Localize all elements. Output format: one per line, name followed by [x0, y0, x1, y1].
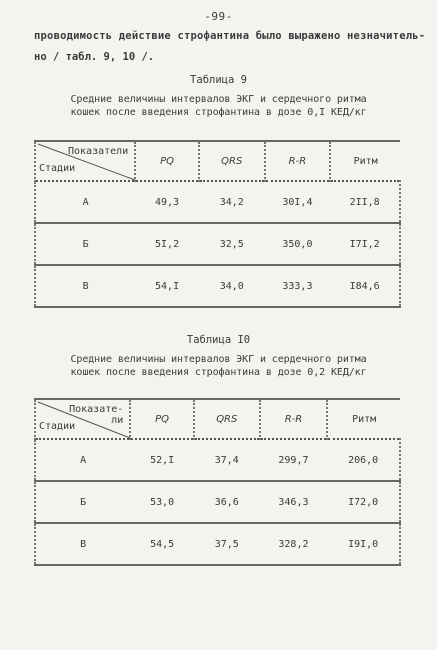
table9-row2-rhythm: I7I,2 [330, 223, 400, 265]
table9-caption: Таблица 9 [190, 74, 247, 86]
table10-subtitle-line1: Средние величины интервалов ЭКГ и сердечного ритма [70, 354, 367, 365]
table-row [35, 439, 400, 481]
table9-row2-qrs: 32,5 [199, 223, 265, 265]
table-row [35, 223, 400, 265]
table9-col-pq: PQ [135, 141, 199, 181]
table9-row1-rr: 30I,4 [265, 181, 331, 223]
table10-row1-rhythm: 206,0 [327, 439, 400, 481]
table10-caption: Таблица I0 [186, 334, 251, 346]
table9-subtitle-line2: кошек после введения строфантина в дозе 0,I КЕД/кг [70, 107, 367, 118]
table9-row1-rhythm: 2II,8 [330, 181, 400, 223]
table10-col-pq: PQ [130, 399, 194, 439]
table10-corner-bottom-label: Стадии [39, 421, 76, 432]
table10-row1-pq: 52,I [130, 439, 194, 481]
intro-text-line2: но / табл. 9, 10 /. [34, 51, 155, 63]
intro-text-line1: проводимость действие строфантина было выражено незначитель- [34, 30, 426, 42]
table9-corner-bottom-label: Стадии [39, 163, 76, 174]
table10-row2-pq: 53,0 [130, 481, 194, 523]
table9-row1-pq: 49,3 [135, 181, 199, 223]
table10-row2-qrs: 36,6 [194, 481, 260, 523]
table9-corner-cell [35, 141, 135, 181]
table10-row2-rr: 346,3 [260, 481, 328, 523]
table10-subtitle-line2: кошек после введения строфантина в дозе 0,2 КЕД/кг [70, 367, 367, 378]
table10-col-rr: R-R [260, 399, 328, 439]
table9-row2-rr: 350,0 [265, 223, 331, 265]
table9-row1-qrs: 34,2 [199, 181, 265, 223]
table10 [34, 398, 401, 566]
table10-col-rhythm: Ритм [352, 413, 377, 425]
table9-corner-top-label: Показатели [68, 146, 129, 157]
table9-row2-stage: Б [35, 223, 135, 265]
table9-row3-rhythm: I84,6 [330, 265, 400, 307]
table10-row3-stage: В [35, 523, 130, 565]
table9-row3-pq: 54,I [135, 265, 199, 307]
table-row [35, 523, 400, 565]
table10-row2-rhythm: I72,0 [327, 481, 400, 523]
table-row [35, 181, 400, 223]
table10-col-qrs: QRS [194, 399, 260, 439]
table9-row1-stage: А [35, 181, 135, 223]
table9-header-row [35, 141, 400, 181]
page-number: -99- [204, 10, 233, 23]
table10-row3-qrs: 37,5 [194, 523, 260, 565]
table10-row3-rr: 328,2 [260, 523, 328, 565]
table10-corner-cell [35, 399, 130, 439]
table10-header-row [35, 399, 400, 439]
table9-col-rr: R-R [265, 141, 331, 181]
table10-corner-top-label: Показате- ли [69, 404, 124, 426]
table10-row3-rhythm: I9I,0 [327, 523, 400, 565]
table9-row3-rr: 333,3 [265, 265, 331, 307]
table9-subtitle-line1: Средние величины интервалов ЭКГ и сердечного ритма [70, 94, 367, 105]
table10-row1-rr: 299,7 [260, 439, 328, 481]
table9-row2-pq: 5I,2 [135, 223, 199, 265]
table9-row3-stage: В [35, 265, 135, 307]
table-row [35, 265, 400, 307]
table10-row1-qrs: 37,4 [194, 439, 260, 481]
table9-col-rhythm: Ритм [353, 155, 378, 167]
table9-row3-qrs: 34,0 [199, 265, 265, 307]
table10-row1-stage: А [35, 439, 130, 481]
table10-row2-stage: Б [35, 481, 130, 523]
table10-row3-pq: 54,5 [130, 523, 194, 565]
table9-col-qrs: QRS [199, 141, 265, 181]
table9 [34, 140, 401, 308]
table-row [35, 481, 400, 523]
